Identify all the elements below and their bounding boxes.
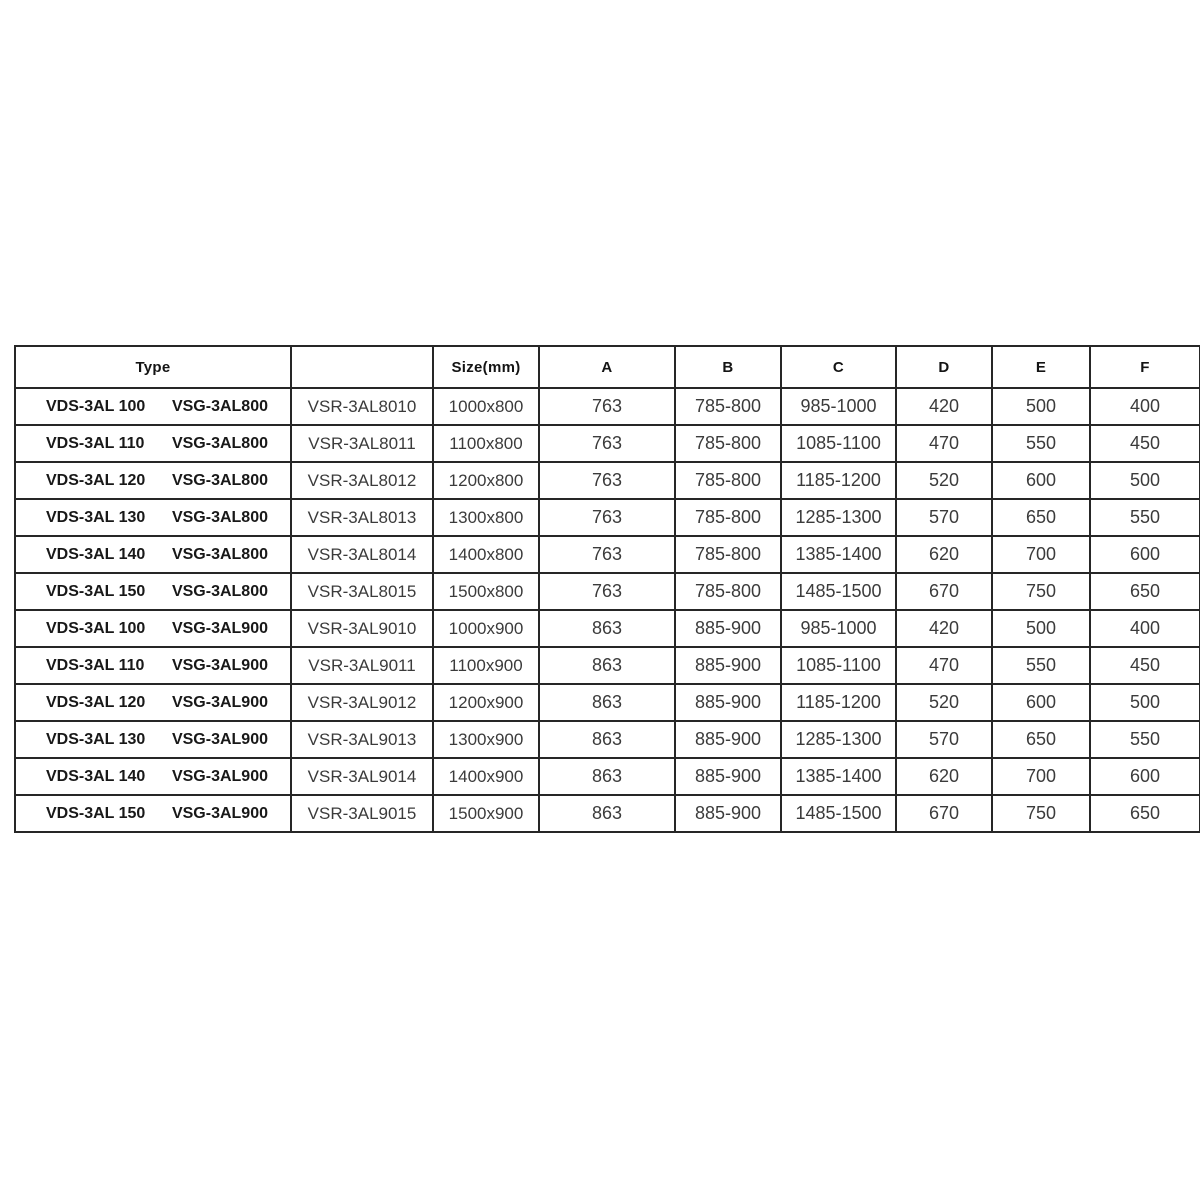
dim-d-cell: 520	[896, 462, 992, 499]
table-row	[15, 499, 1200, 536]
type-cell	[15, 684, 291, 721]
dim-c-cell: 1285-1300	[781, 499, 896, 536]
dim-b-cell: 785-800	[675, 462, 781, 499]
table-row	[15, 610, 1200, 647]
model-cell: VSR-3AL8014	[291, 536, 433, 573]
dim-f-cell: 450	[1090, 425, 1200, 462]
dim-c-cell: 1185-1200	[781, 684, 896, 721]
header-size: Size(mm)	[433, 346, 539, 388]
model-cell: VSR-3AL9013	[291, 721, 433, 758]
dim-e-cell: 500	[992, 388, 1090, 425]
dim-e-cell: 550	[992, 425, 1090, 462]
dim-a-cell: 863	[539, 758, 675, 795]
size-cell: 1500x800	[433, 573, 539, 610]
table-row	[15, 388, 1200, 425]
dim-b-cell: 785-800	[675, 573, 781, 610]
size-cell: 1000x800	[433, 388, 539, 425]
dim-d-cell: 520	[896, 684, 992, 721]
dim-e-cell: 700	[992, 758, 1090, 795]
dim-e-cell: 650	[992, 499, 1090, 536]
header-model	[291, 346, 433, 388]
dim-a-cell: 863	[539, 610, 675, 647]
dim-a-cell: 863	[539, 721, 675, 758]
dim-d-cell: 420	[896, 610, 992, 647]
type-vds-label: VDS-3AL 120	[46, 693, 146, 711]
model-cell: VSR-3AL8010	[291, 388, 433, 425]
header-dim-e: E	[992, 346, 1090, 388]
header-row	[15, 346, 1200, 388]
size-cell: 1300x900	[433, 721, 539, 758]
type-vds-label: VDS-3AL 120	[46, 471, 146, 489]
type-vds-label: VDS-3AL 130	[46, 508, 146, 526]
type-cell	[15, 536, 291, 573]
dim-f-cell: 600	[1090, 758, 1200, 795]
header-dim-a: A	[539, 346, 675, 388]
type-vsg-label: VSG-3AL800	[171, 508, 268, 526]
type-cell	[15, 758, 291, 795]
dim-f-cell: 550	[1090, 499, 1200, 536]
dim-f-cell: 450	[1090, 647, 1200, 684]
dim-e-cell: 500	[992, 610, 1090, 647]
dim-b-cell: 885-900	[675, 647, 781, 684]
type-cell	[15, 462, 291, 499]
type-cell	[15, 573, 291, 610]
dim-d-cell: 570	[896, 499, 992, 536]
type-vsg-label: VSG-3AL800	[171, 434, 268, 452]
type-cell	[15, 795, 291, 832]
dim-f-cell: 550	[1090, 721, 1200, 758]
model-cell: VSR-3AL8011	[291, 425, 433, 462]
dim-d-cell: 570	[896, 721, 992, 758]
model-cell: VSR-3AL8012	[291, 462, 433, 499]
dim-f-cell: 400	[1090, 388, 1200, 425]
type-vds-label: VDS-3AL 130	[46, 730, 146, 748]
dim-c-cell: 985-1000	[781, 610, 896, 647]
dim-e-cell: 750	[992, 573, 1090, 610]
type-vsg-label: VSG-3AL800	[171, 471, 268, 489]
dim-d-cell: 670	[896, 795, 992, 832]
table-row	[15, 573, 1200, 610]
type-vsg-label: VSG-3AL900	[171, 767, 268, 785]
type-vsg-label: VSG-3AL900	[171, 656, 268, 674]
dim-e-cell: 700	[992, 536, 1090, 573]
size-cell: 1100x900	[433, 647, 539, 684]
dim-c-cell: 1385-1400	[781, 758, 896, 795]
size-cell: 1300x800	[433, 499, 539, 536]
size-cell: 1400x900	[433, 758, 539, 795]
header-type: Type	[15, 346, 291, 388]
type-vsg-label: VSG-3AL900	[171, 693, 268, 711]
type-vsg-label: VSG-3AL900	[171, 804, 268, 822]
type-vds-label: VDS-3AL 150	[46, 582, 146, 600]
size-cell: 1000x900	[433, 610, 539, 647]
type-cell	[15, 425, 291, 462]
type-cell	[15, 647, 291, 684]
model-cell: VSR-3AL9011	[291, 647, 433, 684]
model-cell: VSR-3AL9012	[291, 684, 433, 721]
dim-a-cell: 763	[539, 462, 675, 499]
dim-e-cell: 550	[992, 647, 1090, 684]
dim-b-cell: 785-800	[675, 499, 781, 536]
dim-a-cell: 863	[539, 647, 675, 684]
type-vsg-label: VSG-3AL900	[171, 619, 268, 637]
type-vsg-label: VSG-3AL800	[171, 397, 268, 415]
header-dim-b: B	[675, 346, 781, 388]
type-vds-label: VDS-3AL 110	[46, 656, 145, 674]
header-dim-f: F	[1090, 346, 1200, 388]
dim-c-cell: 1385-1400	[781, 536, 896, 573]
header-dim-c: C	[781, 346, 896, 388]
dim-c-cell: 1085-1100	[781, 647, 896, 684]
dim-e-cell: 600	[992, 684, 1090, 721]
dim-d-cell: 620	[896, 536, 992, 573]
model-cell: VSR-3AL8015	[291, 573, 433, 610]
model-cell: VSR-3AL9014	[291, 758, 433, 795]
dim-c-cell: 985-1000	[781, 388, 896, 425]
dim-f-cell: 650	[1090, 573, 1200, 610]
type-vsg-label: VSG-3AL900	[171, 730, 268, 748]
table-row	[15, 425, 1200, 462]
type-vsg-label: VSG-3AL800	[171, 545, 268, 563]
dim-f-cell: 500	[1090, 462, 1200, 499]
dim-a-cell: 863	[539, 684, 675, 721]
table-row	[15, 758, 1200, 795]
dim-a-cell: 763	[539, 425, 675, 462]
dim-b-cell: 885-900	[675, 721, 781, 758]
size-cell: 1100x800	[433, 425, 539, 462]
dim-b-cell: 785-800	[675, 425, 781, 462]
type-cell	[15, 610, 291, 647]
table-row	[15, 647, 1200, 684]
dim-f-cell: 400	[1090, 610, 1200, 647]
dim-e-cell: 600	[992, 462, 1090, 499]
dim-f-cell: 650	[1090, 795, 1200, 832]
dim-f-cell: 600	[1090, 536, 1200, 573]
type-vsg-label: VSG-3AL800	[171, 582, 268, 600]
dim-f-cell: 500	[1090, 684, 1200, 721]
type-vds-label: VDS-3AL 110	[46, 434, 145, 452]
header-dim-d: D	[896, 346, 992, 388]
table-row	[15, 462, 1200, 499]
type-vds-label: VDS-3AL 100	[46, 397, 146, 415]
spec-table	[14, 345, 1200, 833]
dim-a-cell: 863	[539, 795, 675, 832]
dim-e-cell: 650	[992, 721, 1090, 758]
dim-c-cell: 1285-1300	[781, 721, 896, 758]
size-cell: 1200x800	[433, 462, 539, 499]
size-cell: 1200x900	[433, 684, 539, 721]
dim-c-cell: 1485-1500	[781, 573, 896, 610]
dim-d-cell: 470	[896, 647, 992, 684]
dim-b-cell: 885-900	[675, 758, 781, 795]
table-row	[15, 721, 1200, 758]
dim-c-cell: 1485-1500	[781, 795, 896, 832]
dim-a-cell: 763	[539, 536, 675, 573]
dim-e-cell: 750	[992, 795, 1090, 832]
model-cell: VSR-3AL9010	[291, 610, 433, 647]
dim-b-cell: 785-800	[675, 536, 781, 573]
dim-b-cell: 885-900	[675, 610, 781, 647]
table-row	[15, 684, 1200, 721]
dim-a-cell: 763	[539, 388, 675, 425]
type-vds-label: VDS-3AL 100	[46, 619, 146, 637]
size-cell: 1500x900	[433, 795, 539, 832]
type-vds-label: VDS-3AL 140	[46, 545, 146, 563]
dim-a-cell: 763	[539, 499, 675, 536]
dim-a-cell: 763	[539, 573, 675, 610]
type-cell	[15, 499, 291, 536]
dim-c-cell: 1085-1100	[781, 425, 896, 462]
type-vds-label: VDS-3AL 150	[46, 804, 146, 822]
type-vds-label: VDS-3AL 140	[46, 767, 146, 785]
dim-d-cell: 420	[896, 388, 992, 425]
dim-d-cell: 620	[896, 758, 992, 795]
dim-d-cell: 670	[896, 573, 992, 610]
dim-d-cell: 470	[896, 425, 992, 462]
type-cell	[15, 721, 291, 758]
table-row	[15, 795, 1200, 832]
model-cell: VSR-3AL8013	[291, 499, 433, 536]
dim-b-cell: 785-800	[675, 388, 781, 425]
table-row	[15, 536, 1200, 573]
type-cell	[15, 388, 291, 425]
model-cell: VSR-3AL9015	[291, 795, 433, 832]
dim-b-cell: 885-900	[675, 684, 781, 721]
size-cell: 1400x800	[433, 536, 539, 573]
dim-c-cell: 1185-1200	[781, 462, 896, 499]
dim-b-cell: 885-900	[675, 795, 781, 832]
